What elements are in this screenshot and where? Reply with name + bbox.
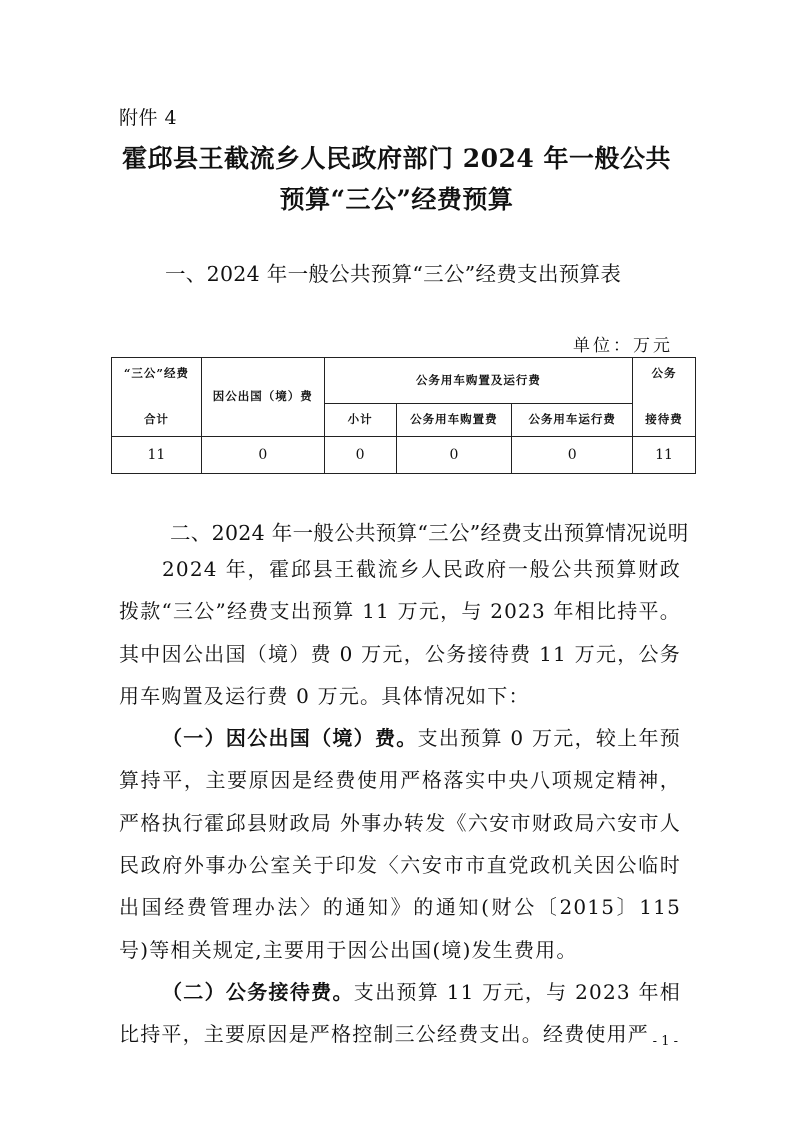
value-travel-abroad: 0 bbox=[201, 437, 324, 474]
value-vehicle-operation: 0 bbox=[512, 437, 633, 474]
value-vehicle-purchase: 0 bbox=[396, 437, 512, 474]
table-header-row bbox=[112, 358, 696, 404]
budget-table bbox=[111, 357, 696, 474]
header-sangong-total-cell bbox=[112, 358, 202, 437]
table-row bbox=[112, 437, 696, 474]
body-text bbox=[119, 548, 681, 1056]
subheader-vehicle-operation: 公务用车运行费 bbox=[512, 404, 633, 437]
section-1-heading: 一、2024 年一般公共预算“三公”经费支出预算表 bbox=[165, 262, 622, 286]
header-reception-bottom: 接待费 bbox=[645, 412, 683, 427]
paragraph-reception bbox=[119, 971, 681, 1056]
header-reception-top: 公务 bbox=[651, 366, 677, 380]
document-title-line-2: 预算“三公”经费预算 bbox=[279, 185, 514, 214]
section-2-heading: 二、2024 年一般公共预算“三公”经费支出预算情况说明 bbox=[170, 521, 689, 545]
paragraph-travel-abroad-text: 支出预算 0 万元，较上年预算持平，主要原因是经费使用严格落实中央八项规定精神，严格执行霍邱县财政局 外事办转发《六安市财政局六安市人民政府外事办公室关于印发〈六安市市直党政机关因公临时出国经费管理办法〉的通知》的通知(财公〔2015〕115 号)等相关规定,主要用于因公出国(境)发生费用。 bbox=[119, 726, 681, 962]
paragraph-reception-text: 支出预算 11 万元，与 2023 年相比持平，主要原因是严格控制三公经费支出。经费使用严 bbox=[119, 979, 681, 1047]
paragraph-travel-abroad bbox=[119, 717, 681, 971]
header-travel-abroad: 因公出国（境）费 bbox=[201, 358, 324, 437]
header-reception-cell bbox=[633, 358, 696, 437]
subheader-vehicle-purchase: 公务用车购置费 bbox=[396, 404, 512, 437]
page-number: - 1 - bbox=[652, 1034, 678, 1049]
paragraph-reception-heading: （二）公务接待费。 bbox=[162, 979, 354, 1004]
paragraph-travel-abroad-heading: （一）因公出国（境）费。 bbox=[162, 726, 418, 751]
paragraph-overview: 2024 年，霍邱县王截流乡人民政府一般公共预算财政拨款“三公”经费支出预算 11 万元，与 2023 年相比持平。其中因公出国（境）费 0 万元，公务接待费 11 万元，公务用车购置及运行费 0 万元。具体情况如下： bbox=[119, 557, 681, 708]
document-title-line-1: 霍邱县王截流乡人民政府部门 2024 年一般公共 bbox=[122, 144, 671, 173]
attachment-label: 附件 4 bbox=[119, 107, 178, 129]
value-reception: 11 bbox=[633, 437, 696, 474]
header-sangong-bottom: 合计 bbox=[143, 412, 169, 427]
header-vehicle-group: 公务用车购置及运行费 bbox=[324, 358, 632, 404]
header-sangong-top: “三公”经费 bbox=[123, 366, 190, 380]
unit-label: 单位：万元 bbox=[573, 336, 673, 356]
subheader-subtotal: 小计 bbox=[324, 404, 396, 437]
value-sangong-total: 11 bbox=[112, 437, 202, 474]
value-vehicle-subtotal: 0 bbox=[324, 437, 396, 474]
